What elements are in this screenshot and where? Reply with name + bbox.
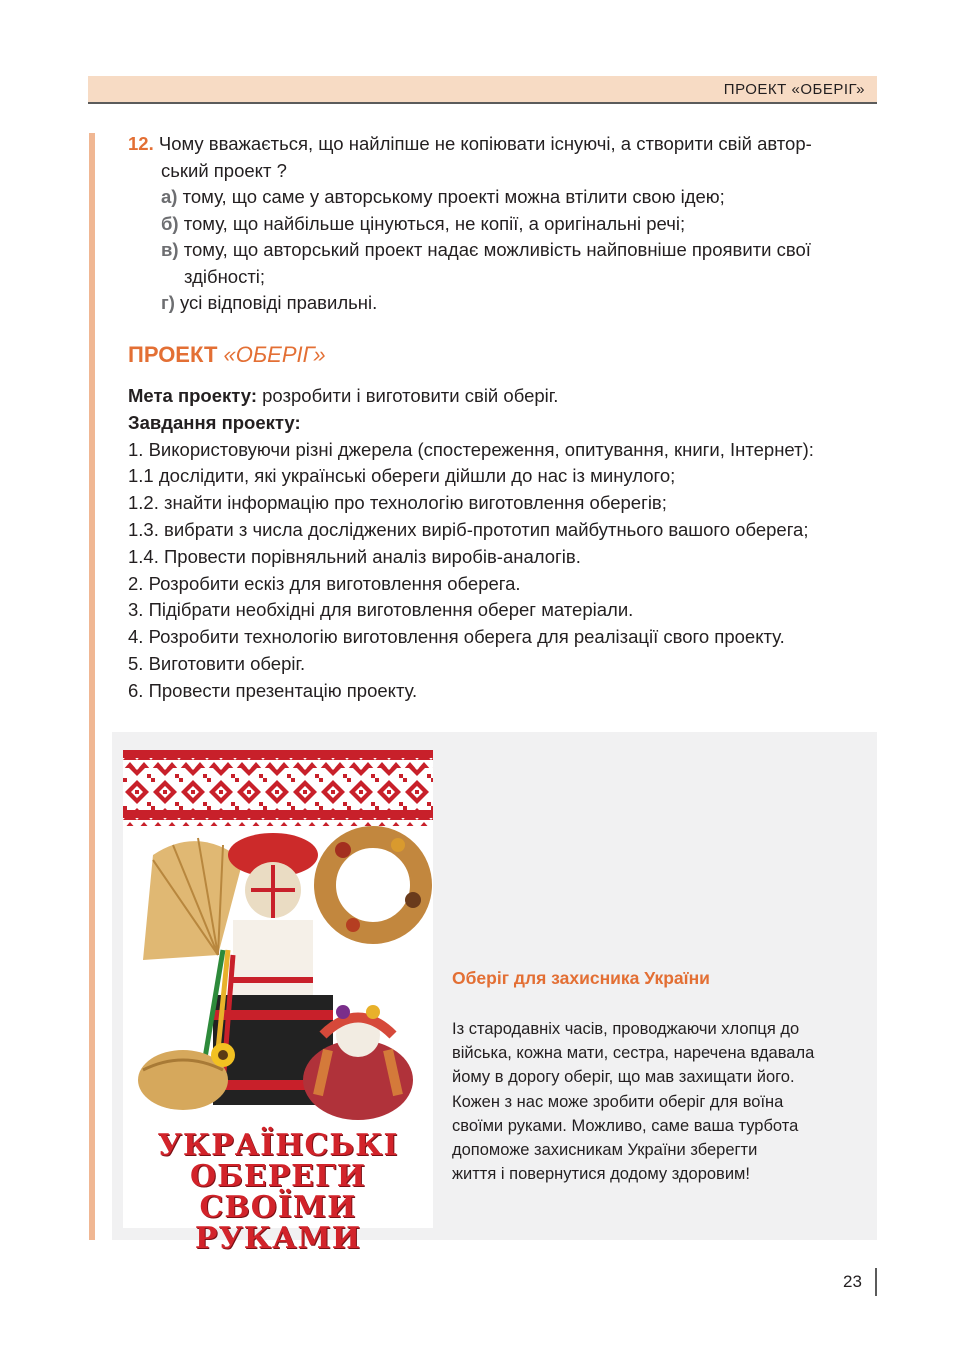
option-a (128, 184, 888, 211)
option-letter: а) (161, 186, 178, 207)
margin-accent-bar (89, 133, 95, 1240)
project-goal (128, 383, 898, 410)
page-number-rule (875, 1268, 877, 1296)
option-g (128, 290, 888, 317)
question-line-1: Чому вважається, що найліпше не копіювати існуючі, а створити свій автор- (158, 133, 812, 154)
task-item: 5. Виготовити оберіг. (128, 652, 306, 674)
task-item: 1.1 дослідити, які українські обереги дійшли до нас із минулого; (128, 465, 676, 487)
info-line: Кожен з нас може зробити оберіг для воїна (452, 1092, 784, 1111)
info-box-title: Оберіг для захисника України (452, 968, 710, 988)
option-text: усі відповіді правильні. (180, 292, 378, 313)
option-text-continued: здібності; (184, 265, 266, 287)
option-letter: в) (161, 239, 179, 260)
cover-title-line-2: ОБЕРЕГИ (189, 1159, 367, 1194)
running-header (88, 76, 877, 104)
info-line: Із стародавніх часів, проводжаючи хлопця до (452, 1020, 800, 1038)
info-box-text (452, 1017, 852, 1186)
question-text (128, 131, 888, 158)
section-title-italic: «ОБЕРІГ» (223, 342, 326, 367)
task-item: 4. Розробити технологію виготовлення оберега для реалізації свого проекту. (128, 626, 785, 648)
question-number: 12. (128, 133, 154, 154)
info-line: війська, кожна мати, сестра, наречена вдавала (452, 1044, 815, 1063)
option-b (128, 211, 888, 238)
task-item: 1. Використовуючи різні джерела (спостереження, опитування, книги, Інтернет): (128, 438, 814, 460)
goal-text: розробити і виготовити свій оберіг. (257, 385, 559, 406)
goal-label: Мета проекту: (128, 385, 257, 406)
option-letter: б) (161, 212, 179, 234)
cover-title (123, 1130, 433, 1254)
project-description (128, 383, 898, 705)
running-header-title: ПРОЕКТ «ОБЕРІГ» (723, 81, 865, 98)
question-12 (128, 131, 888, 317)
info-line: своїми руками. Можливо, саме ваша турбота (452, 1116, 799, 1135)
tasks-label: Завдання проекту: (128, 411, 301, 433)
page-number: 23 (843, 1272, 862, 1291)
question-line-2: ський проект ? (161, 159, 287, 181)
task-item: 1.2. знайти інформацію про технологію виготовлення оберегів; (128, 492, 667, 514)
option-text: тому, що авторський проект надає можливість найповніше проявити свої (183, 239, 811, 260)
option-v (128, 237, 888, 290)
cover-title-line-3: СВОЇМИ РУКАМИ (194, 1190, 362, 1256)
task-item: 1.3. вибрати з числа досліджених виріб-прототип майбутнього вашого оберега; (128, 518, 809, 540)
task-item: 2. Розробити ескіз для виготовлення оберега. (128, 572, 521, 594)
info-line: допоможе захисникам України зберегти (452, 1141, 758, 1160)
info-line: життя і повернутися додому здоровим! (452, 1165, 750, 1184)
option-text: тому, що саме у авторському проекті можна втілити свою ідею; (182, 186, 725, 207)
task-item: 3. Підібрати необхідні для виготовлення оберег матеріали. (128, 599, 634, 621)
option-letter: г) (161, 292, 175, 313)
task-item: 1.4. Провести порівняльний аналіз виробів-аналогів. (128, 545, 581, 567)
task-item: 6. Провести презентацію проекту. (128, 679, 418, 701)
section-title (128, 342, 326, 368)
book-cover-image (123, 750, 433, 1256)
option-text: тому, що найбільше цінуються, не копії, а оригінальні речі; (183, 212, 686, 234)
section-title-plain: ПРОЕКТ (128, 342, 224, 367)
cover-title-line-1: УКРАЇНСЬКІ (157, 1128, 399, 1163)
info-line: йому в дорогу оберіг, що мав захищати його. (452, 1068, 795, 1087)
